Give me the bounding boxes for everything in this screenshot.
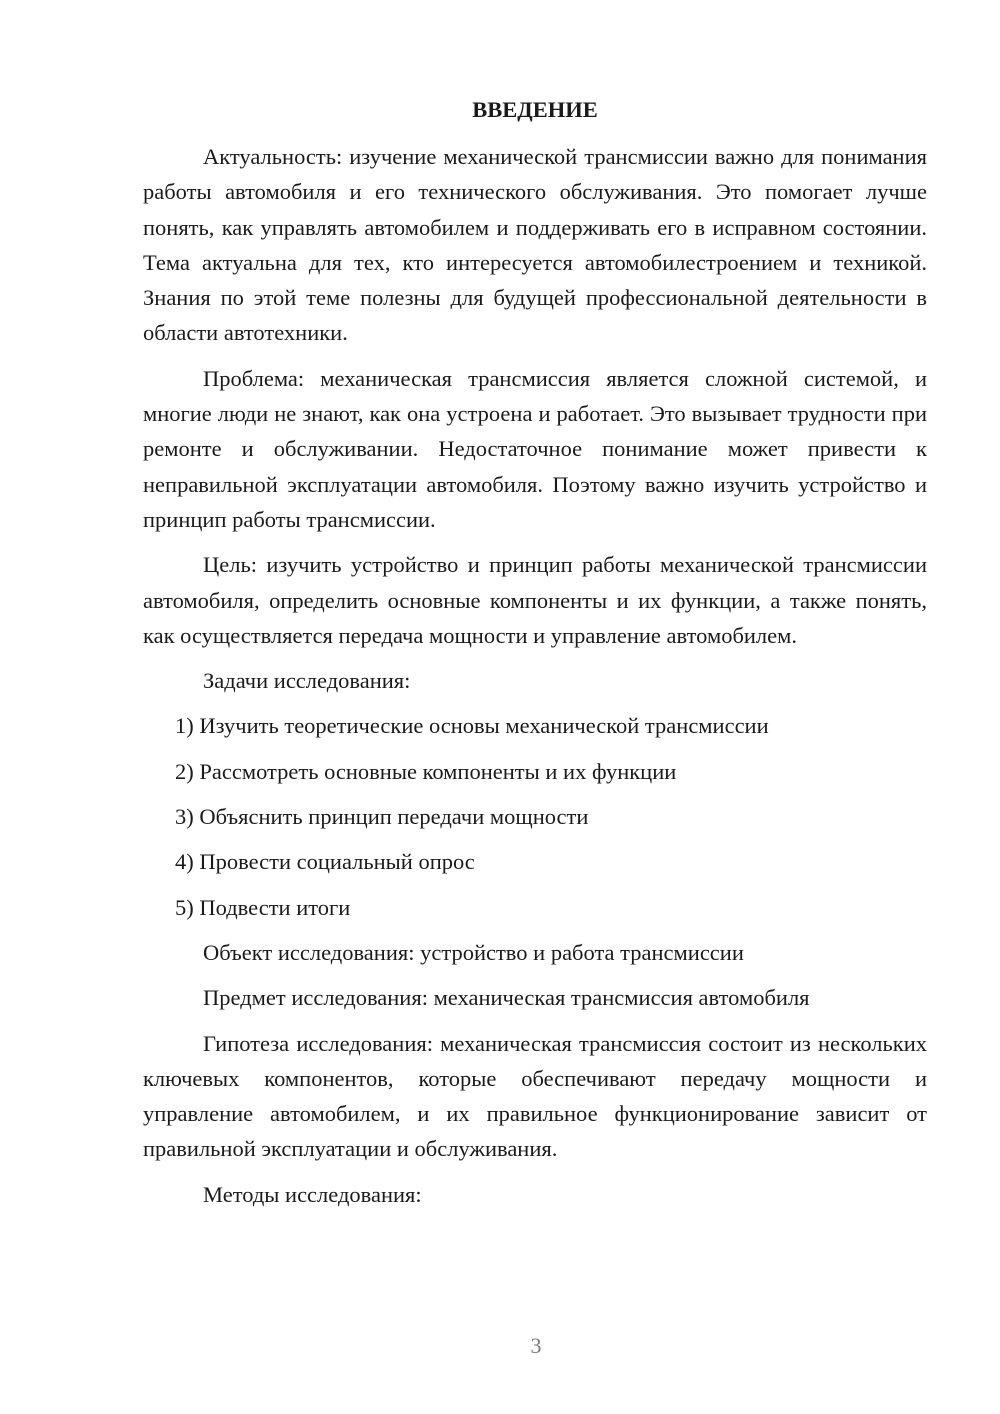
goal-paragraph: Цель: изучить устройство и принцип работы механической трансмиссии автомобиля, определить основные компоненты и их функции, а также понять, как осуществляется передача мощности и управление автомобилем. — [143, 552, 927, 648]
task-item: 4) Провести социальный опрос — [175, 849, 475, 875]
task-item: 3) Объяснить принцип передачи мощности — [175, 804, 589, 830]
page-title: ВВЕДЕНИЕ — [472, 97, 598, 122]
tasks-heading: Задачи исследования: — [203, 668, 411, 694]
methods-heading: Методы исследования: — [203, 1181, 422, 1207]
task-item: 5) Подвести итоги — [175, 894, 351, 920]
problem-paragraph: Проблема: механическая трансмиссия является сложной системой, и многие люди не знают, как она устроена и работает. Это вызывает трудности при ремонте и обслуживании. Недостаточное понимание может привести к неправильной эксплуатации автомобиля. Поэтому важно изучить устройство и принцип работы трансмиссии. — [143, 365, 927, 532]
task-item: 2) Рассмотреть основные компоненты и их функции — [175, 758, 677, 784]
relevance-paragraph: Актуальность: изучение механической трансмиссии важно для понимания работы автомобиля и его технического обслуживания. Это помогает лучше понять, как управлять автомобилем и поддерживать его в исправном состоянии. Тема актуальна для тех, кто интересуется автомобилестроением и техникой. Знания по этой теме полезны для будущей профессиональной деятельности в области автотехники. — [143, 144, 927, 346]
object-paragraph: Объект исследования: устройство и работа трансмиссии — [203, 939, 744, 965]
hypothesis-paragraph: Гипотеза исследования: механическая трансмиссия состоит из нескольких ключевых компонентов, которые обеспечивают передачу мощности и управление автомобилем, и их правильное функционирование зависит от правильной эксплуатации и обслуживания. — [143, 1030, 927, 1162]
task-item: 1) Изучить теоретические основы механической трансмиссии — [175, 713, 769, 739]
page-number: 3 — [530, 1333, 542, 1358]
page-content — [143, 93, 927, 1222]
tasks-list — [143, 708, 927, 924]
subject-paragraph: Предмет исследования: механическая трансмиссия автомобиля — [203, 985, 810, 1011]
